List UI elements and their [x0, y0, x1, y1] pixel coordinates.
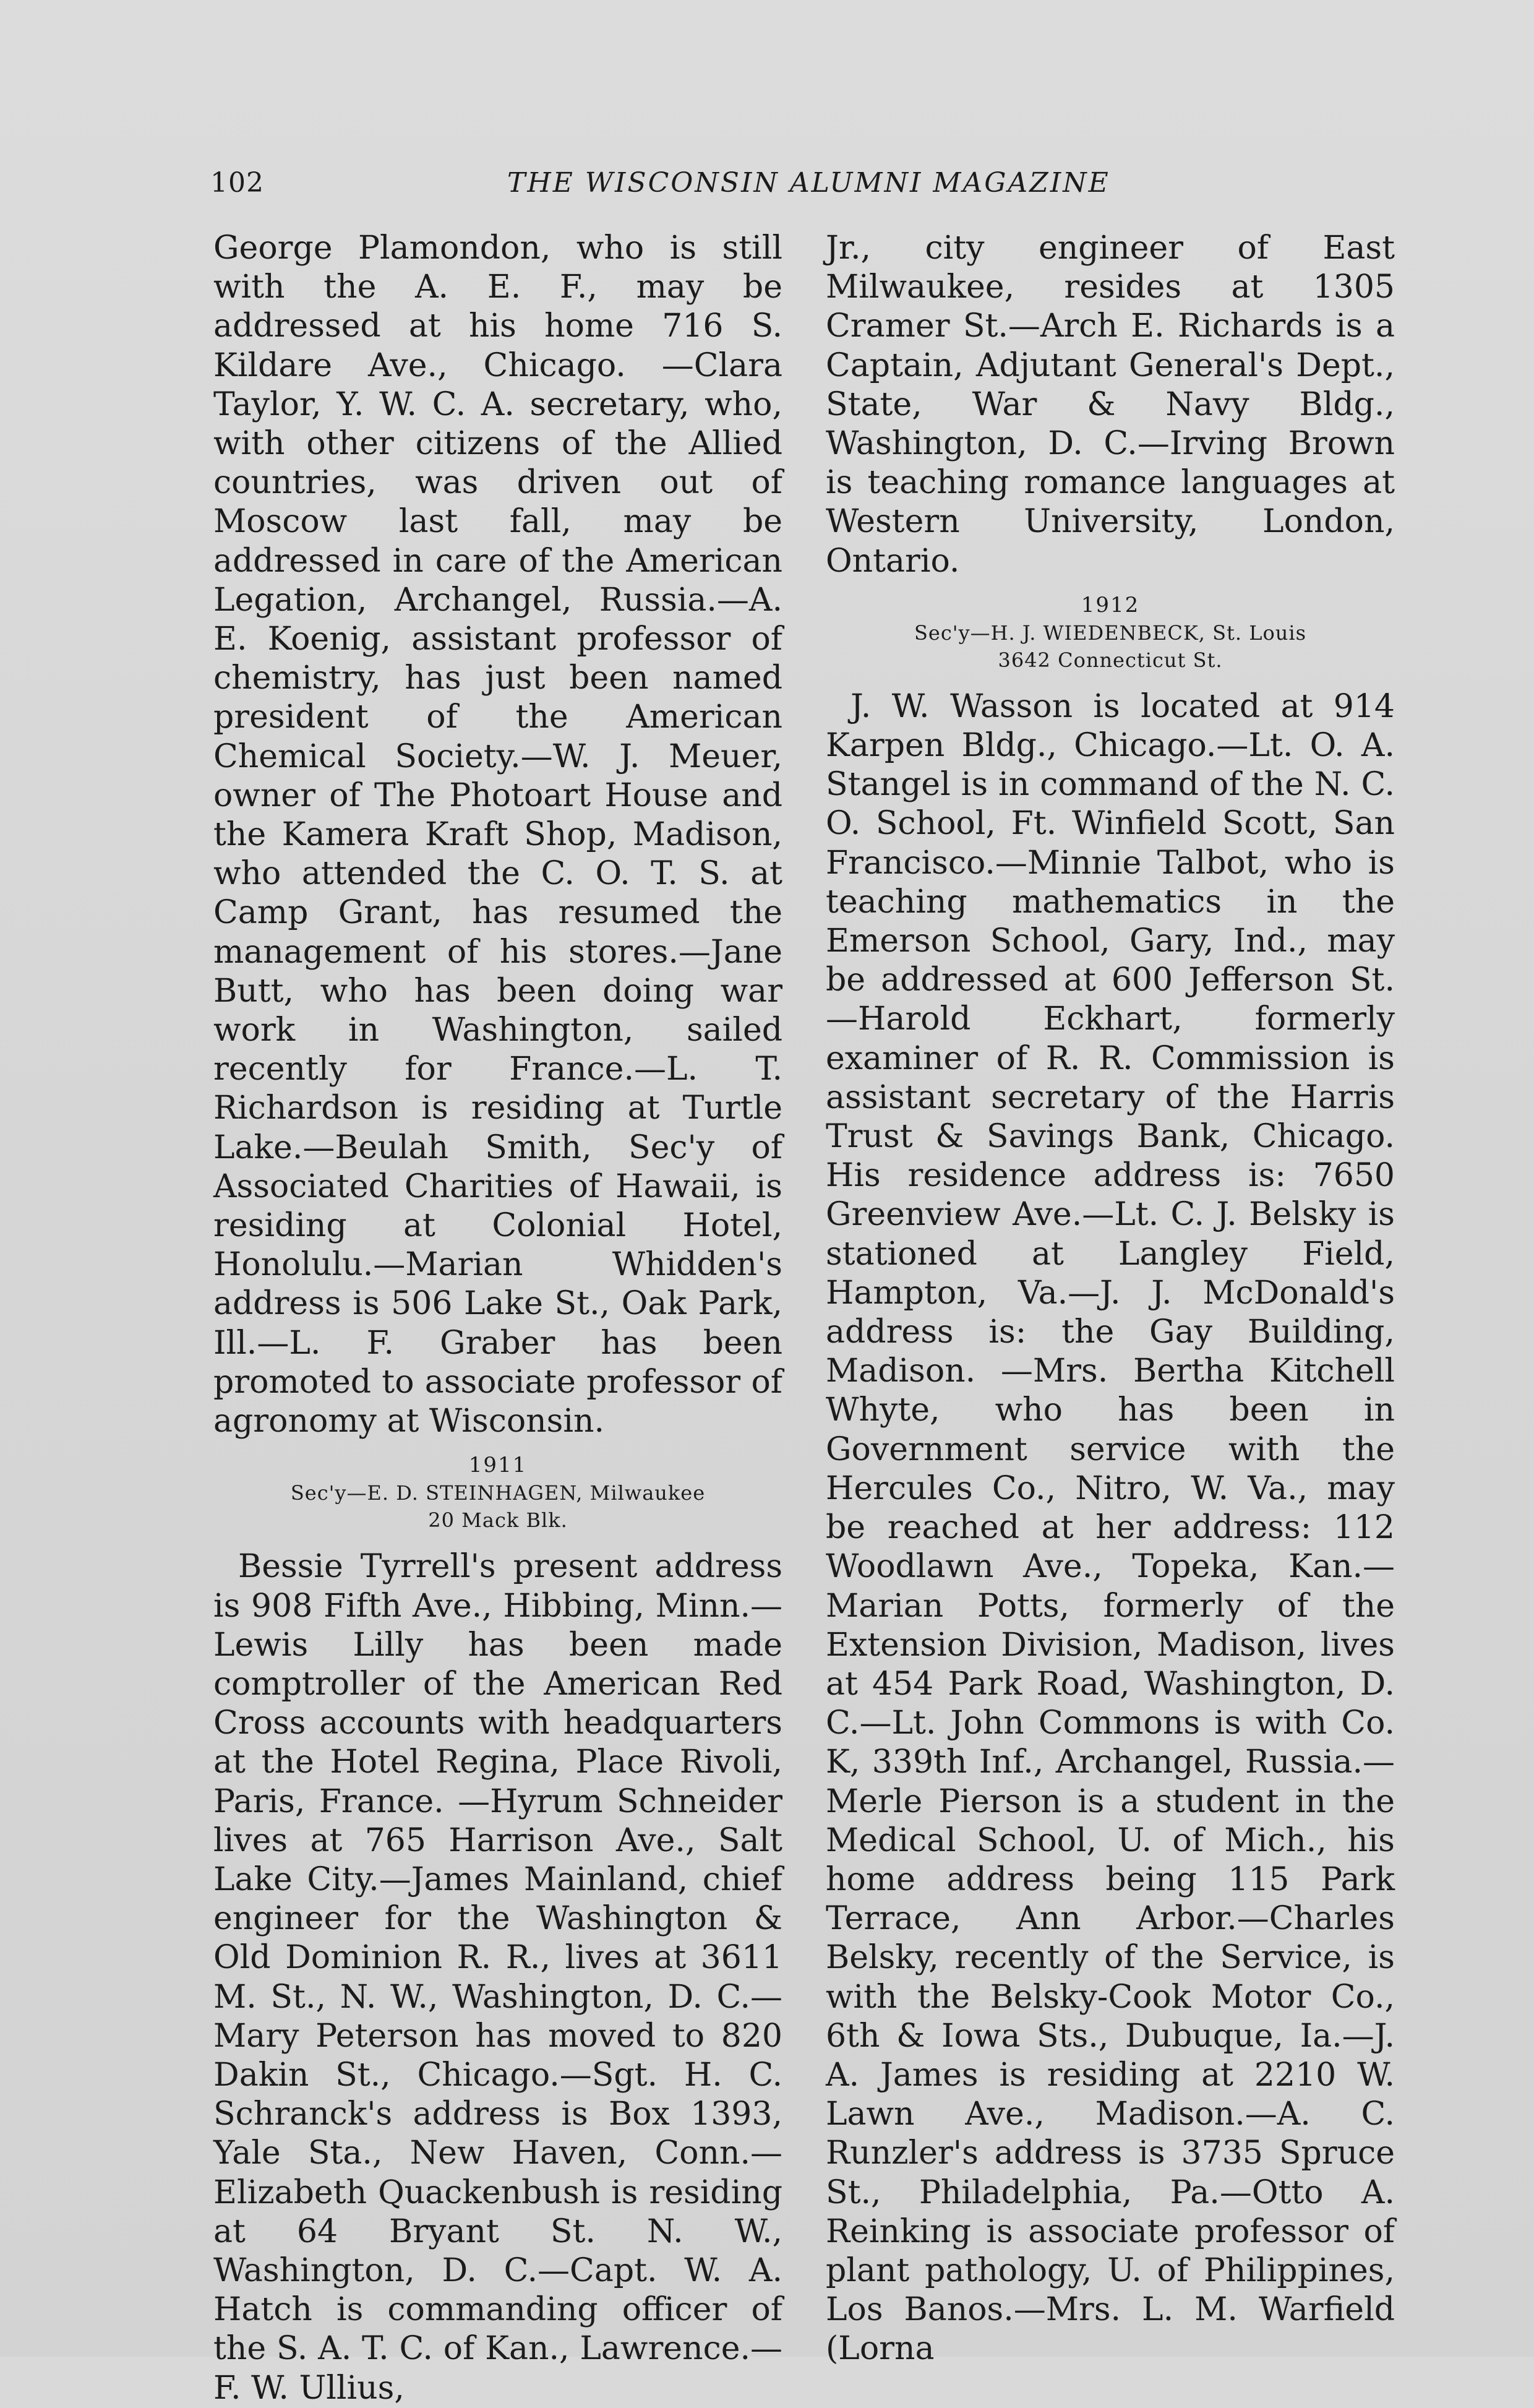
class-1911-heading	[213, 1451, 782, 1534]
class-secretary-address-1912: 3642 Connecticut St.	[998, 648, 1223, 672]
class-year-1912: 1912	[1081, 592, 1140, 617]
class-secretary-address-1911: 20 Mack Blk.	[428, 1508, 568, 1533]
right-paragraph-1: Jr., city engineer of East Milwaukee, resides at 1305 Cramer St.—Arch E. Richards is a Captain, Adjutant General's Dept., State, War & Navy Bldg., Washington, D. C.—Irving Brown is teaching romance languages at Western University, London, Ontario.	[826, 230, 1395, 580]
page-header	[210, 167, 1416, 204]
class-secretary-1911: Sec'y—E. D. STEINHAGEN, Milwaukee	[290, 1481, 706, 1505]
right-paragraph-2: J. W. Wasson is located at 914 Karpen Bldg., Chicago.—Lt. O. A. Stangel is in command of the N. C. O. School, Ft. Winfield Scott, San Francisco.—Minnie Talbot, who is teaching mathematics in the Emerson School, Gary, Ind., may be addressed at 600 Jefferson St.—Harold Eckhart, formerly examiner of R. R. Commission is assistant secretary of the Harris Trust & Savings Bank, Chicago. His residence address is: 7650 Greenview Ave.—Lt. C. J. Belsky is stationed at Langley Field, Hampton, Va.—J. J. McDonald's address is: the Gay Building, Madison. —Mrs. Bertha Kitchell Whyte, who has been in Government service with the Hercules Co., Nitro, W. Va., may be reached at her address: 112 Woodlawn Ave., Topeka, Kan.—Marian Potts, formerly of the Extension Division, Madison, lives at 454 Park Road, Washington, D. C.—Lt. John Commons is with Co. K, 339th Inf., Archangel, Russia.—Merle Pierson is a student in the Medical School, U. of Mich., his home address being 115 Park Terrace, Ann Arbor.—Charles Belsky, recently of the Service, is with the Belsky-Cook Motor Co., 6th & Iowa Sts., Dubuque, Ia.—J. A. James is residing at 2210 W. Lawn Ave., Madison.—A. C. Runzler's address is 3735 Spruce St., Philadelphia, Pa.—Otto A. Reinking is associate professor of plant pathology, U. of Philippines, Los Banos.—Mrs. L. M. Warfield (Lorna	[826, 687, 1395, 2368]
right-column	[826, 229, 1395, 2369]
running-title: THE WISCONSIN ALUMNI MAGAZINE	[507, 167, 1110, 199]
class-secretary-1912: Sec'y—H. J. WIEDENBECK, St. Louis	[914, 621, 1306, 645]
page-number: 102	[210, 167, 264, 199]
left-paragraph-2: Bessie Tyrrell's present address is 908 Fifth Ave., Hibbing, Minn.—Lewis Lilly has been made comptroller of the American Red Cross accounts with headquarters at the Hotel Regina, Place Rivoli, Paris, France. —Hyrum Schneider lives at 765 Harrison Ave., Salt Lake City.—James Mainland, chief engineer for the Washington & Old Dominion R. R., lives at 3611 M. St., N. W., Washington, D. C.—Mary Peterson has moved to 820 Dakin St., Chicago.—Sgt. H. C. Schranck's address is Box 1393, Yale Sta., New Haven, Conn.—Elizabeth Quackenbush is residing at 64 Bryant St. N. W., Washington, D. C.—Capt. W. A. Hatch is commanding officer of the S. A. T. C. of Kan., Lawrence.—F. W. Ullius,	[213, 1548, 782, 2407]
left-column	[213, 229, 782, 2408]
class-1912-heading	[826, 591, 1395, 674]
class-year-1911: 1911	[468, 1453, 528, 1478]
left-paragraph-1: George Plamondon, who is still with the A. E. F., may be addressed at his home 716 S. Kildare Ave., Chicago. —Clara Taylor, Y. W. C. A. secretary, who, with other citizens of the Allied countries, was driven out of Moscow last fall, may be addressed in care of the American Legation, Archangel, Russia.—A. E. Koenig, assistant professor of chemistry, has just been named president of the American Chemical Society.—W. J. Meuer, owner of The Photoart House and the Kamera Kraft Shop, Madison, who attended the C. O. T. S. at Camp Grant, has resumed the management of his stores.—Jane Butt, who has been doing war work in Washington, sailed recently for France.—L. T. Richardson is residing at Turtle Lake.—Beulah Smith, Sec'y of Associated Charities of Hawaii, is residing at Colonial Hotel, Honolulu.—Marian Whidden's address is 506 Lake St., Oak Park, Ill.—L. F. Graber has been promoted to associate professor of agronomy at Wisconsin.	[213, 230, 782, 1440]
